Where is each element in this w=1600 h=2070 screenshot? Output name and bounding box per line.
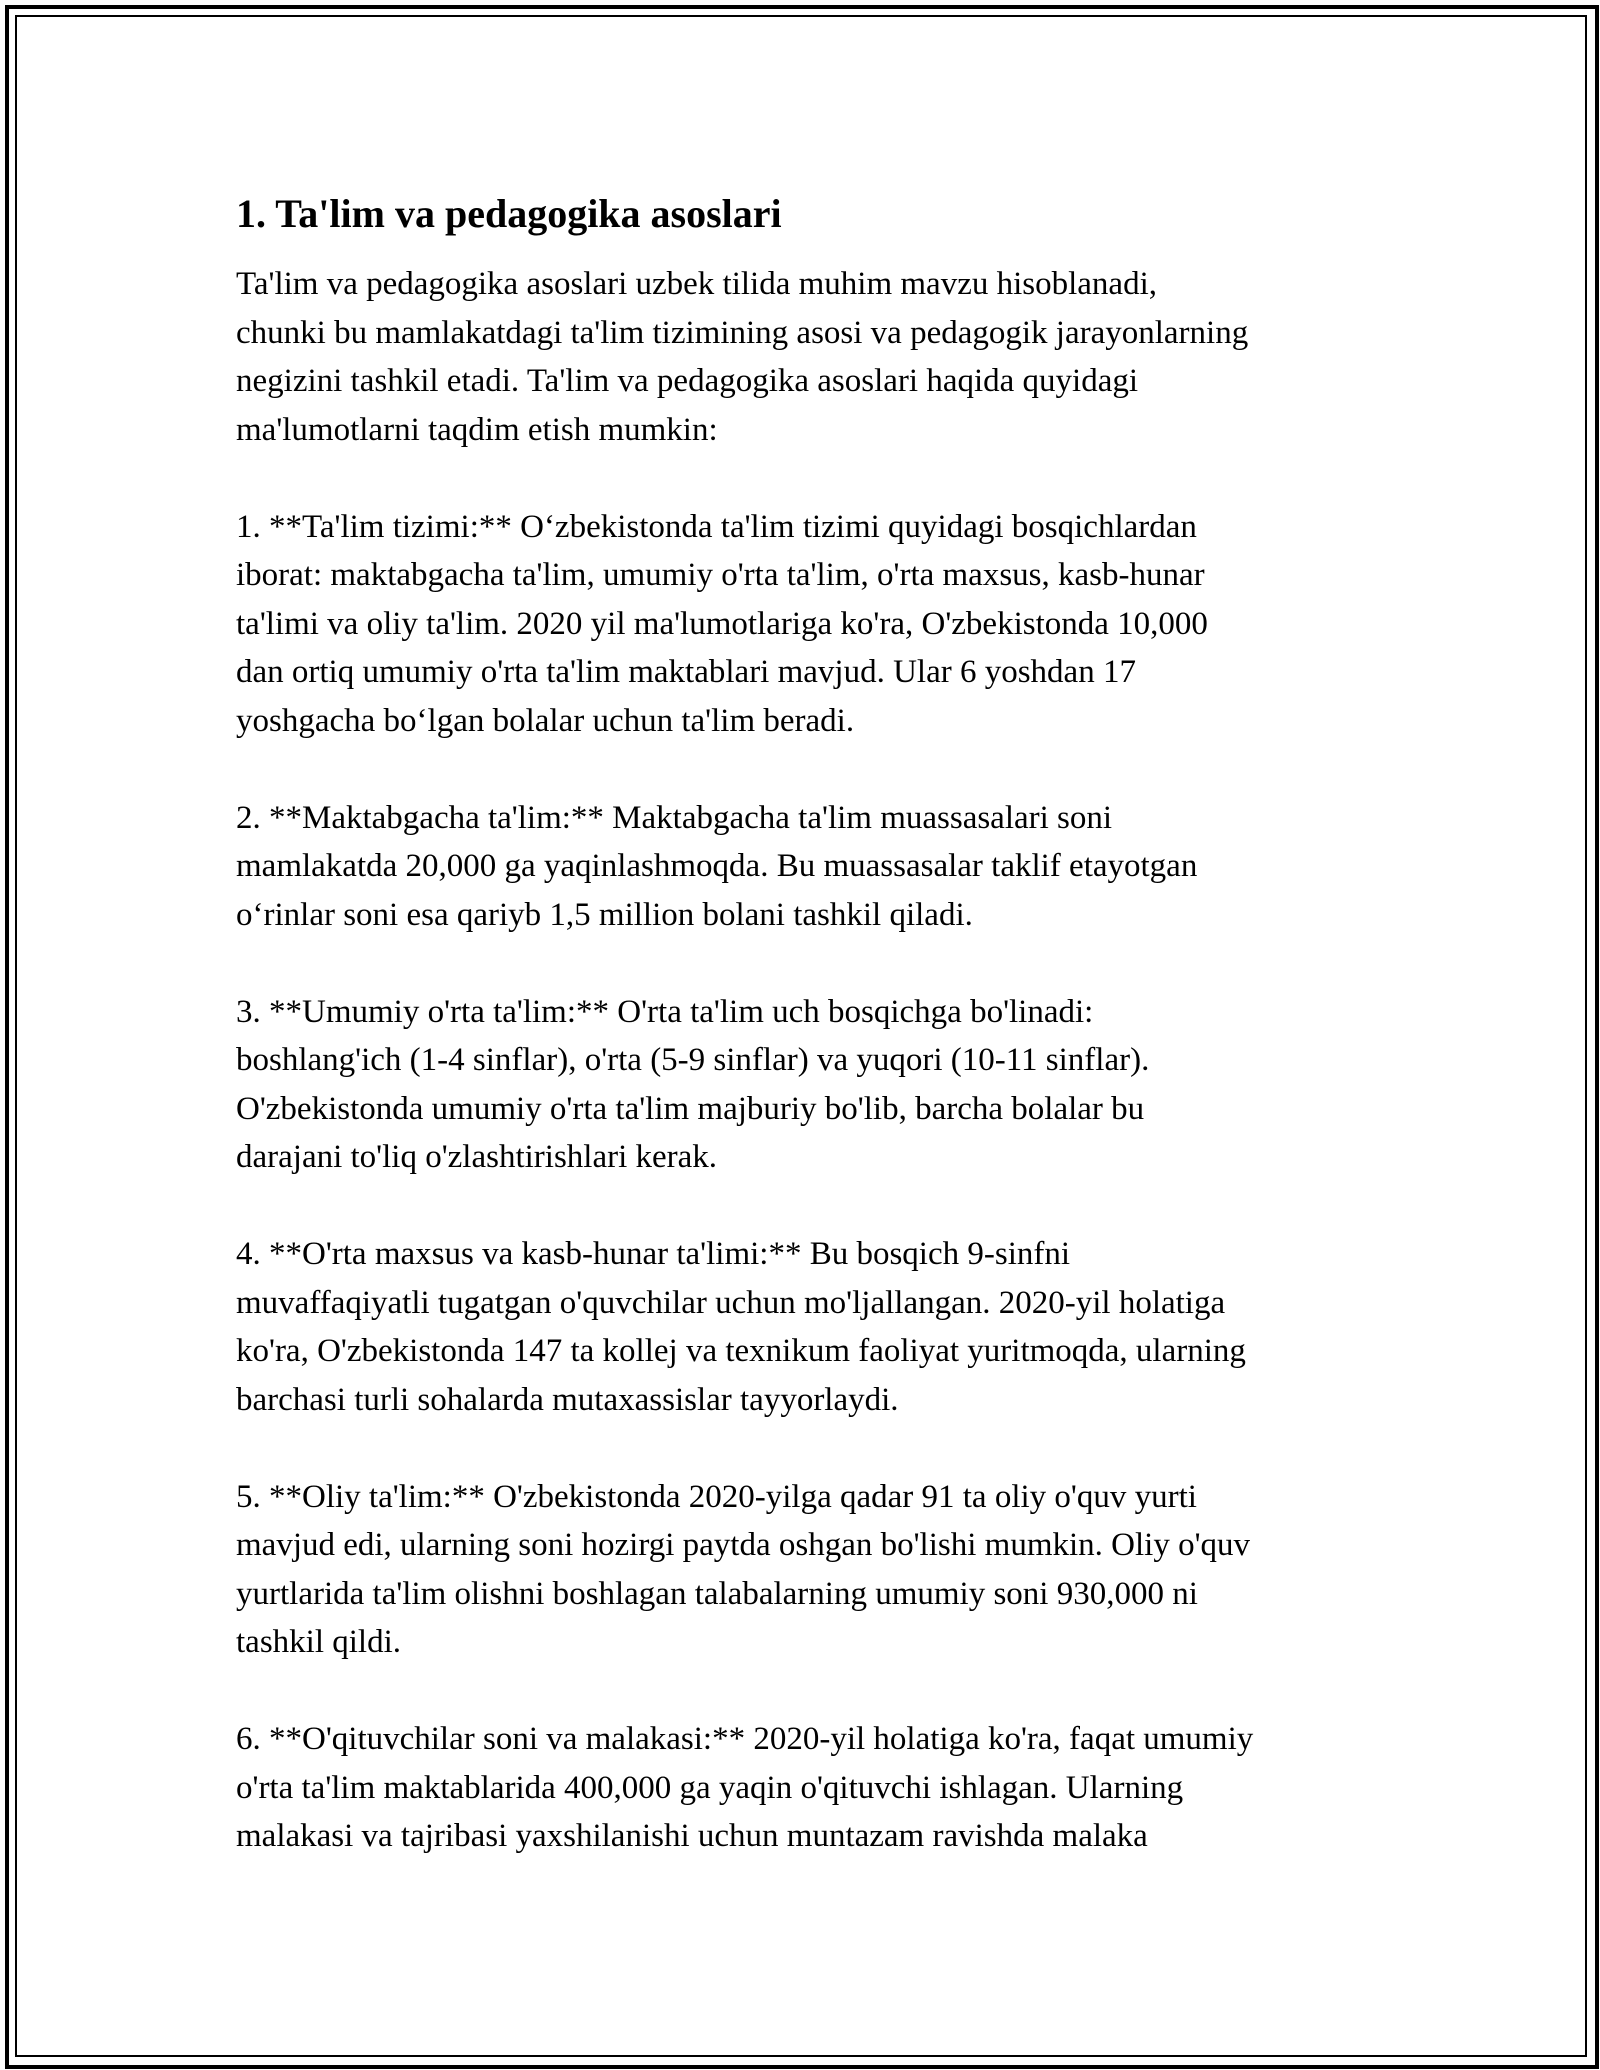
list-item-oliy-talim: 5. **Oliy ta'lim:** O'zbekistonda 2020-yilga qadar 91 ta oliy o'quv yurti mavjud edi, ularning soni hozirgi paytda oshgan bo'lishi mumkin. Oliy o'quv yurtlarida ta'lim olishni boshlagan talabalarning umumiy soni 930,000 ni tashkil qildi. (236, 1478, 1251, 1660)
document-body (236, 186, 1376, 1909)
list-item-oqituvchilar: 6. **O'qituvchilar soni va malakasi:** 2020-yil holatiga ko'ra, faqat umumiy o'rta ta'lim maktablarida 400,000 ga yaqin o'qituvchi ishlagan. Ularning malakasi va tajribasi yaxshilanishi uchun muntazam ravishda malaka (236, 1721, 1254, 1854)
intro-paragraph: Ta'lim va pedagogika asoslari uzbek tilida muhim mavzu hisoblanadi, chunki bu mamlakatdagi ta'lim tizimining asosi va pedagogik jarayonlarning negizini tashkil etadi. Ta'lim va pedagogika asoslari haqida quyidagi ma'lumotlarni taqdim etish mumkin: (236, 266, 1249, 448)
list-item-orta-maxsus-talim: 4. **O'rta maxsus va kasb-hunar ta'limi:** Bu bosqich 9-sinfni muvaffaqiyatli tugatgan o'quvchilar uchun mo'ljallangan. 2020-yil holatiga ko'ra, O'zbekistonda 147 ta kollej va texnikum faoliyat yuritmoqda, ularning barchasi turli sohalarda mutaxassislar tayyorlaydi. (236, 1236, 1246, 1418)
document-title: 1. Ta'lim va pedagogika asoslari (236, 191, 782, 236)
list-item-talim-tizimi: 1. **Ta'lim tizimi:** O‘zbekistonda ta'lim tizimi quyidagi bosqichlardan iborat: maktabgacha ta'lim, umumiy o'rta ta'lim, o'rta maxsus, kasb-hunar ta'limi va oliy ta'lim. 2020 yil ma'lumotlariga ko'ra, O'zbekistonda 10,000 dan ortiq umumiy o'rta ta'lim maktablari mavjud. Ular 6 yoshdan 17 yoshgacha bo‘lgan bolalar uchun ta'lim beradi. (236, 508, 1208, 739)
list-item-maktabgacha-talim: 2. **Maktabgacha ta'lim:** Maktabgacha ta'lim muassasalari soni mamlakatda 20,000 ga yaqinlashmoqda. Bu muassasalar taklif etayotgan o‘rinlar soni esa qariyb 1,5 million bolani tashkil qiladi. (236, 799, 1198, 933)
list-item-umumiy-orta-talim: 3. **Umumiy o'rta ta'lim:** O'rta ta'lim uch bosqichga bo'linadi: boshlang'ich (1-4 sinflar), o'rta (5-9 sinflar) va yuqori (10-11 sinflar). O'zbekistonda umumiy o'rta ta'lim majburiy bo'lib, barcha bolalar bu darajani to'liq o'zlashtirishlari kerak. (236, 993, 1150, 1175)
